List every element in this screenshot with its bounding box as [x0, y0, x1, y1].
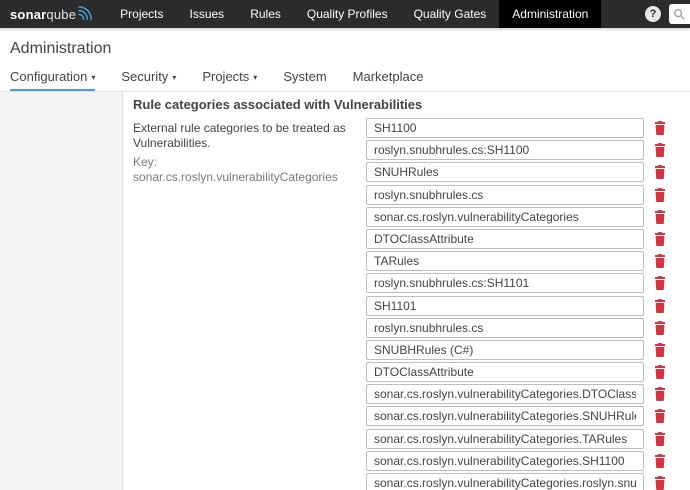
- setting-description-column: [133, 118, 366, 490]
- chevron-down-icon: ▾: [172, 73, 177, 82]
- category-value-input[interactable]: [366, 162, 644, 182]
- setting-row: [133, 118, 680, 490]
- tab-label: System: [283, 69, 327, 84]
- delete-value-button[interactable]: [654, 210, 666, 224]
- category-value-input[interactable]: [366, 251, 644, 271]
- category-value-input[interactable]: [366, 273, 644, 293]
- category-value-input[interactable]: [366, 362, 644, 382]
- nav-item-projects[interactable]: Projects: [120, 7, 164, 21]
- category-value-input[interactable]: [366, 296, 644, 316]
- delete-value-button[interactable]: [654, 432, 666, 446]
- nav-item-quality-gates[interactable]: Quality Gates: [413, 7, 487, 21]
- delete-value-button[interactable]: [654, 121, 666, 135]
- page-title: Administration: [10, 40, 112, 57]
- tab-marketplace[interactable]: [353, 69, 424, 91]
- tab-configuration[interactable]: [10, 69, 95, 91]
- trash-icon: [654, 188, 666, 202]
- trash-icon: [654, 476, 666, 490]
- delete-value-button[interactable]: [654, 454, 666, 468]
- category-value-input[interactable]: [366, 429, 644, 449]
- question-icon: ?: [649, 8, 657, 20]
- tab-label: Projects: [202, 69, 250, 84]
- value-row: [366, 140, 680, 160]
- value-row: [366, 473, 680, 490]
- nav-item-issues[interactable]: Issues: [189, 7, 225, 21]
- category-value-input[interactable]: [366, 185, 644, 205]
- trash-icon: [654, 276, 666, 290]
- logo-text-sonar: sonar: [10, 6, 47, 22]
- tab-label: Security: [121, 69, 169, 84]
- tab-security[interactable]: [121, 69, 176, 91]
- trash-icon: [654, 321, 666, 335]
- delete-value-button[interactable]: [654, 276, 666, 290]
- sonar-wave-icon: [78, 5, 93, 20]
- tab-label: Configuration: [10, 69, 88, 84]
- category-value-input[interactable]: [366, 340, 644, 360]
- category-value-input[interactable]: [366, 384, 644, 404]
- value-row: [366, 451, 680, 471]
- delete-value-button[interactable]: [654, 387, 666, 401]
- values-list: [366, 118, 680, 490]
- trash-icon: [654, 143, 666, 157]
- nav-item-rules[interactable]: Rules: [250, 7, 281, 21]
- tab-system[interactable]: [283, 69, 326, 91]
- page-body: [0, 92, 690, 490]
- delete-value-button[interactable]: [654, 232, 666, 246]
- value-row: [366, 251, 680, 271]
- value-row: [366, 229, 680, 249]
- help-button[interactable]: [645, 6, 661, 22]
- value-row: [366, 384, 680, 404]
- settings-category-sidebar: [0, 92, 123, 490]
- trash-icon: [654, 365, 666, 379]
- top-navbar: [0, 0, 690, 28]
- value-row: [366, 207, 680, 227]
- value-row: [366, 406, 680, 426]
- logo-text-qube: qube: [46, 6, 77, 22]
- category-value-input[interactable]: [366, 118, 644, 138]
- setting-description: External rule categories to be treated as Vulnerabilities.: [133, 121, 346, 150]
- category-value-input[interactable]: [366, 406, 644, 426]
- delete-value-button[interactable]: [654, 254, 666, 268]
- trash-icon: [654, 299, 666, 313]
- trash-icon: [654, 254, 666, 268]
- value-row: [366, 296, 680, 316]
- search-icon: [673, 8, 685, 20]
- delete-value-button[interactable]: [654, 299, 666, 313]
- page-header: [0, 28, 690, 58]
- setting-heading: Rule categories associated with Vulnerabilities: [133, 97, 423, 112]
- category-value-input[interactable]: [366, 473, 644, 490]
- delete-value-button[interactable]: [654, 476, 666, 490]
- value-row: [366, 340, 680, 360]
- value-row: [366, 185, 680, 205]
- trash-icon: [654, 210, 666, 224]
- nav-item-administration[interactable]: Administration: [499, 0, 601, 28]
- admin-tabs: [0, 58, 690, 92]
- category-value-input[interactable]: [366, 318, 644, 338]
- main-nav: [107, 0, 601, 28]
- trash-icon: [654, 165, 666, 179]
- trash-icon: [654, 432, 666, 446]
- category-value-input[interactable]: [366, 451, 644, 471]
- category-value-input[interactable]: [366, 229, 644, 249]
- tab-projects[interactable]: [202, 69, 257, 91]
- chevron-down-icon: ▾: [253, 73, 258, 82]
- value-row: [366, 429, 680, 449]
- global-search[interactable]: [669, 4, 690, 24]
- trash-icon: [654, 343, 666, 357]
- global-search-input[interactable]: [685, 8, 690, 20]
- value-row: [366, 273, 680, 293]
- value-row: [366, 118, 680, 138]
- delete-value-button[interactable]: [654, 321, 666, 335]
- trash-icon: [654, 454, 666, 468]
- category-value-input[interactable]: [366, 140, 644, 160]
- trash-icon: [654, 387, 666, 401]
- value-row: [366, 162, 680, 182]
- delete-value-button[interactable]: [654, 409, 666, 423]
- delete-value-button[interactable]: [654, 343, 666, 357]
- delete-value-button[interactable]: [654, 165, 666, 179]
- tab-label: Marketplace: [352, 69, 424, 84]
- trash-icon: [654, 409, 666, 423]
- trash-icon: [654, 232, 666, 246]
- sonarqube-logo[interactable]: [0, 0, 107, 28]
- delete-value-button[interactable]: [654, 188, 666, 202]
- delete-value-button[interactable]: [654, 365, 666, 379]
- setting-key: Key: sonar.cs.roslyn.vulnerabilityCategories: [133, 155, 338, 184]
- delete-value-button[interactable]: [654, 143, 666, 157]
- trash-icon: [654, 121, 666, 135]
- settings-content: [123, 92, 690, 490]
- value-row: [366, 362, 680, 382]
- nav-item-quality-profiles[interactable]: Quality Profiles: [306, 7, 388, 21]
- value-row: [366, 318, 680, 338]
- chevron-down-icon: ▾: [91, 73, 96, 82]
- category-value-input[interactable]: [366, 207, 644, 227]
